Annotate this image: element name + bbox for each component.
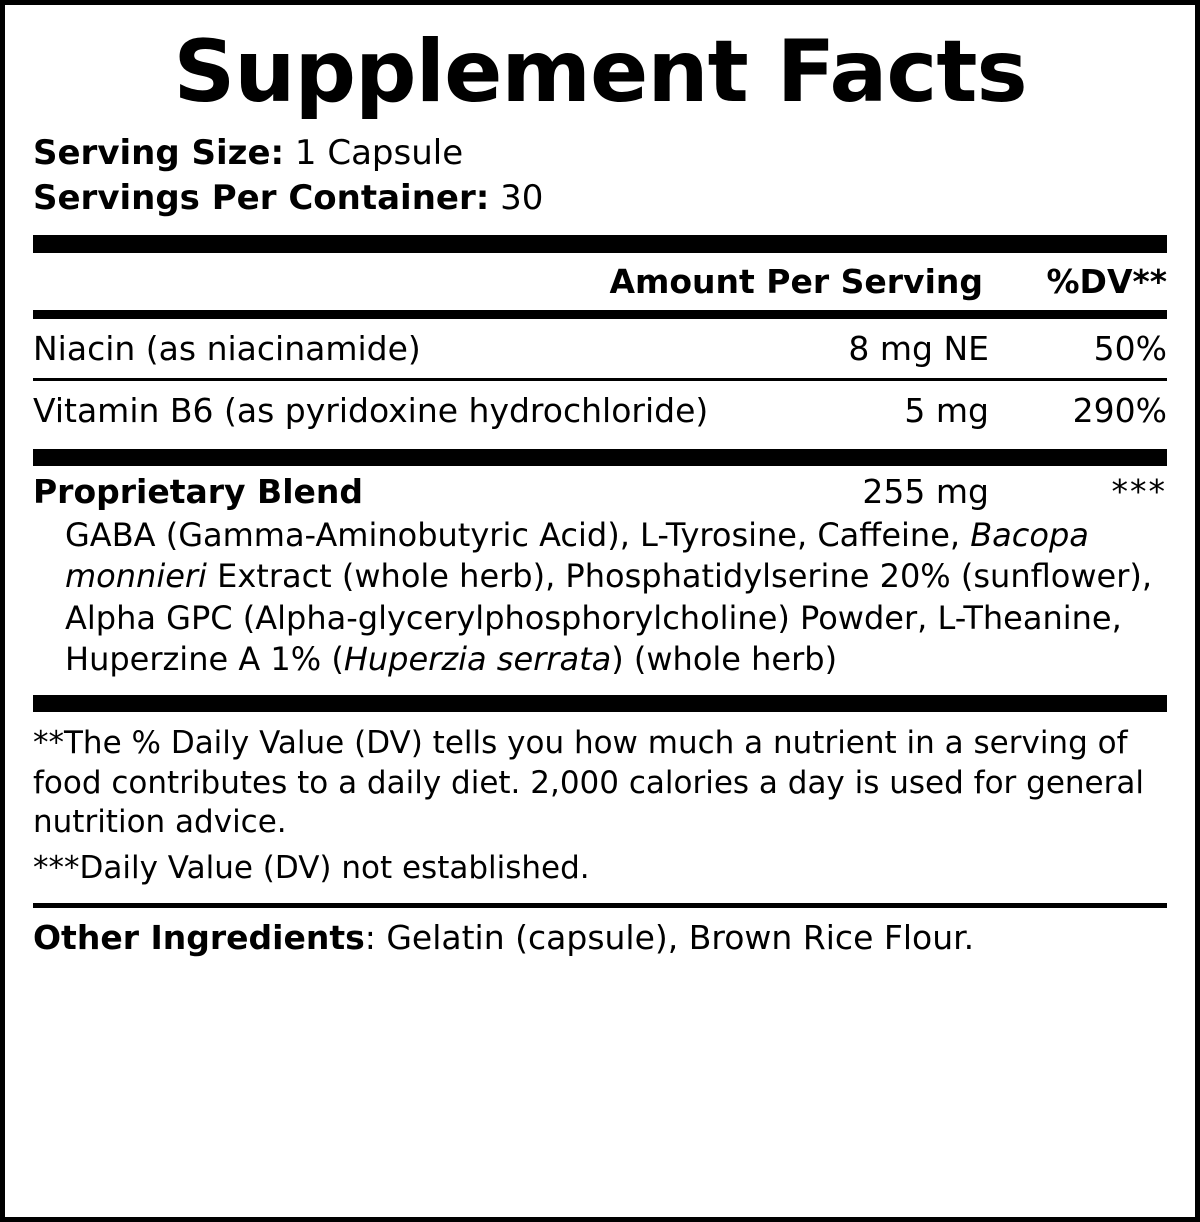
servings-per-container-label: Servings Per Container: (33, 177, 490, 218)
servings-per-container-line (33, 176, 1167, 221)
proprietary-blend-dv: *** (1111, 471, 1167, 511)
other-ingredients-value: : Gelatin (capsule), Brown Rice Flour. (364, 917, 975, 957)
nutrient-name: Vitamin B6 (as pyridoxine hydrochloride) (33, 391, 709, 431)
divider-after-blend (33, 695, 1167, 712)
serving-size-label: Serving Size: (33, 133, 285, 173)
header-amount-per-serving: Amount Per Serving (609, 261, 983, 301)
nutrient-name: Niacin (as niacinamide) (33, 329, 421, 368)
serving-size-value: 1 Capsule (294, 133, 464, 173)
nutrient-dv: 290% (1072, 391, 1167, 431)
proprietary-blend-name: Proprietary Blend (33, 471, 363, 511)
divider-under-header (33, 310, 1167, 319)
divider-before-blend (33, 449, 1167, 466)
other-ingredients-label: Other Ingredients (33, 917, 365, 957)
page-title: Supplement Facts (173, 22, 1027, 122)
table-row (33, 381, 1167, 440)
proprietary-blend-ingredients: GABA (Gamma-Aminobutyric Acid), L-Tyrosine, Caffeine, Bacopa monnieri Extract (whole herb), Phosphatidylserine 20% (sunflower), Alpha GPC (Alpha-glycerylphosphorylcholine) Powder, L-Theanine, Huperzine A 1% (Huperzia serrata) (whole herb) (65, 515, 1152, 679)
footnote-dv-not-established: ***Daily Value (DV) not established. (33, 849, 590, 886)
supplement-facts-body (5, 5, 1195, 957)
footnote-daily-value: **The % Daily Value (DV) tells you how much a nutrient in a serving of food contributes to a daily diet. 2,000 calories a day is used for general nutrition advice. (33, 724, 1144, 841)
nutrient-dv: 50% (1093, 329, 1167, 368)
divider-thick-top (33, 235, 1167, 253)
proprietary-blend-amount: 255 mg (862, 471, 989, 511)
proprietary-blend-row (33, 466, 1167, 513)
nutrient-amount: 8 mg NE (848, 329, 989, 368)
header-percent-dv: %DV** (1046, 261, 1167, 301)
servings-per-container-value: 30 (500, 177, 544, 218)
table-header-row (33, 253, 1167, 310)
nutrient-amount: 5 mg (904, 391, 989, 431)
serving-size-line (33, 131, 1167, 176)
table-row (33, 319, 1167, 378)
other-ingredients-section (33, 903, 1167, 958)
other-ingredients-line (33, 918, 1167, 958)
